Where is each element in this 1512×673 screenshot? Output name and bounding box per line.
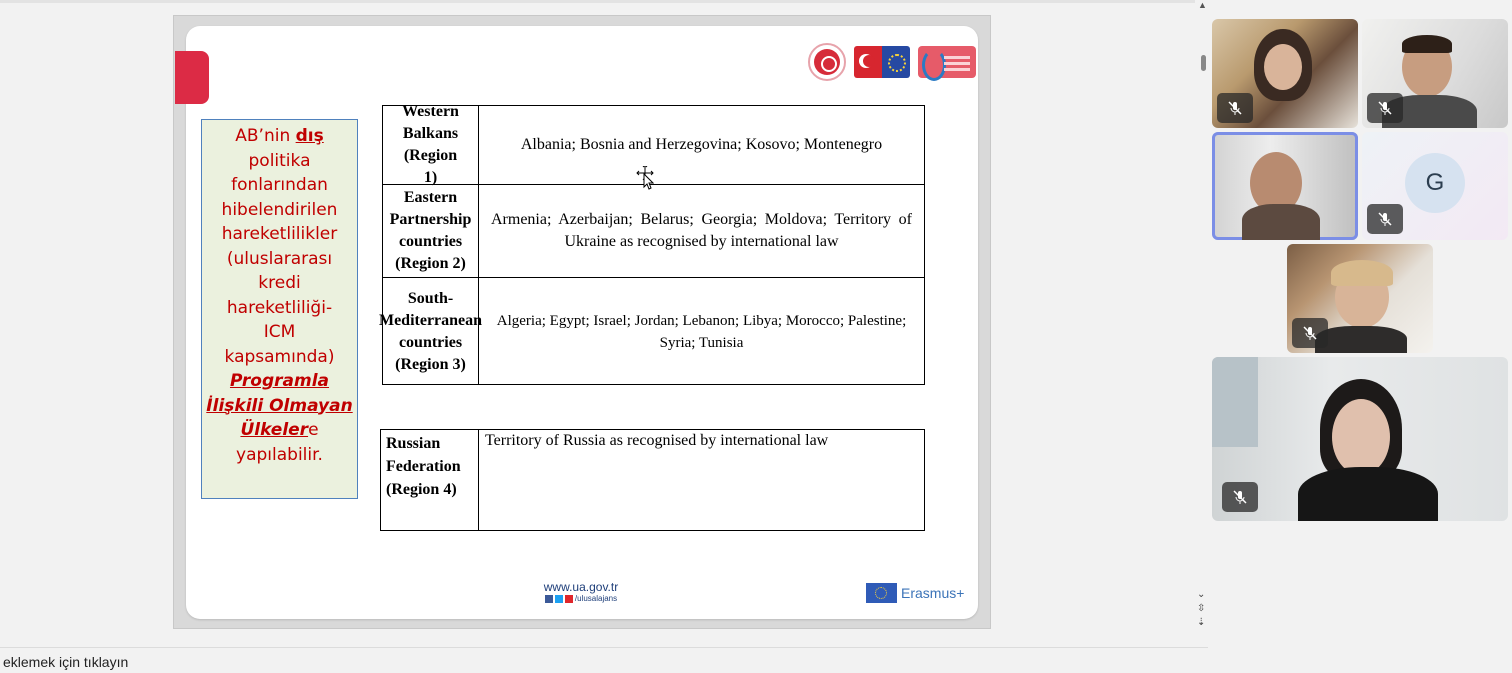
- side-line: hareketlilikler: [221, 224, 338, 244]
- participant-shirt: [1298, 467, 1438, 521]
- video-tile[interactable]: [1212, 357, 1508, 521]
- eu-flag-icon: [866, 583, 897, 603]
- muted-mic-icon: [1222, 482, 1258, 512]
- region-cell: Eastern Partnership countries (Region 2): [383, 185, 479, 277]
- video-tile[interactable]: [1362, 19, 1508, 128]
- slide-red-tab: [175, 51, 209, 104]
- footer-social: [541, 594, 621, 603]
- main-scrollbar[interactable]: [1196, 0, 1208, 630]
- region-cell: South-Mediterranean countries (Region 3): [383, 278, 479, 385]
- social-handle: /ulusalajans: [574, 594, 618, 603]
- participant-shirt: [1242, 204, 1320, 240]
- side-emph-3-suffix: e: [308, 420, 319, 440]
- panel-scroll-controls[interactable]: [1197, 588, 1209, 630]
- side-line: politika: [248, 150, 311, 171]
- participant-face: [1264, 44, 1302, 90]
- countries-cell: Armenia; Azerbaijan; Belarus; Georgia; Moldova; Territory of Ukraine as recognised by international law: [491, 211, 912, 250]
- countries-cell: Territory of Russia as recognised by international law: [485, 432, 829, 449]
- side-line1-emph: dış: [295, 126, 324, 146]
- side-emph-2: İlişkili Olmayan: [206, 395, 353, 416]
- table-row: [383, 184, 924, 277]
- footer-url: www.ua.gov.tr: [543, 580, 619, 594]
- ministry-seal-logo: [808, 43, 846, 81]
- top-divider: [0, 0, 1195, 3]
- region-cell: Western Balkans (Region 1): [383, 106, 479, 184]
- slide-logos: [808, 43, 976, 81]
- side-line: hibelendirilen: [221, 199, 338, 220]
- shared-screen[interactable]: [173, 15, 991, 629]
- facebook-icon: [545, 595, 553, 603]
- participant-hair: [1331, 260, 1393, 286]
- tr-eu-flags-logo: [854, 46, 910, 78]
- region-cell: Russian Federation (Region 4): [381, 430, 479, 530]
- participant-face: [1332, 399, 1390, 475]
- side-emph-1: Programla: [229, 371, 330, 391]
- scroll-up-icon[interactable]: ▲: [1198, 0, 1207, 10]
- muted-mic-icon: [1367, 204, 1403, 234]
- side-line: ICM: [263, 322, 296, 342]
- scroll-down-icon[interactable]: ⇣: [1197, 617, 1206, 628]
- erasmus-logo: [866, 583, 964, 603]
- twitter-icon: [555, 595, 563, 603]
- muted-mic-icon: [1217, 93, 1253, 123]
- side-line: hareketliliği-: [226, 297, 333, 318]
- video-tile[interactable]: [1212, 19, 1358, 128]
- scroll-thumb[interactable]: [1201, 55, 1206, 71]
- russia-table: [380, 429, 925, 531]
- side-last-line: yapılabilir.: [236, 444, 323, 465]
- youtube-icon: [565, 595, 573, 603]
- side-emph-3: Ülkeler: [240, 420, 309, 440]
- side-note-box: [201, 119, 358, 499]
- video-tile[interactable]: [1287, 244, 1433, 353]
- status-bar[interactable]: [0, 647, 1208, 673]
- background-window: [1212, 357, 1258, 447]
- participant-shirt: [1315, 326, 1407, 353]
- side-line: (uluslararası: [226, 248, 333, 269]
- side-line: fonlarından: [231, 175, 328, 195]
- side-line: kapsamında): [224, 346, 335, 367]
- table-row: [378, 277, 924, 385]
- countries-cell: Albania; Bosnia and Herzegovina; Kosovo; Montenegro: [520, 136, 883, 153]
- video-tile-active-speaker[interactable]: [1212, 132, 1358, 240]
- chevron-down-icon[interactable]: ⌄: [1197, 589, 1206, 600]
- status-text[interactable]: eklemek için tıklayın: [3, 654, 129, 670]
- regions-table: [378, 103, 925, 385]
- muted-mic-icon: [1367, 93, 1403, 123]
- countries-cell: Algeria; Egypt; Israel; Jordan; Lebanon; Libya; Morocco; Palestine; Syria; Tunisia: [496, 312, 907, 351]
- participant-hair: [1402, 35, 1452, 53]
- avatar: G: [1405, 153, 1465, 213]
- erasmus-label: Erasmus+: [901, 585, 965, 601]
- side-line1-prefix: AB’nin: [235, 126, 296, 146]
- footer-website: [541, 580, 621, 603]
- side-line: kredi: [258, 273, 301, 293]
- presentation-slide: [186, 26, 978, 619]
- muted-mic-icon: [1292, 318, 1328, 348]
- scroll-up-down-icon[interactable]: ⇳: [1197, 603, 1206, 614]
- video-tile-avatar[interactable]: [1362, 132, 1508, 240]
- turkish-national-agency-logo: [918, 46, 976, 78]
- move-cursor-icon: [636, 166, 654, 190]
